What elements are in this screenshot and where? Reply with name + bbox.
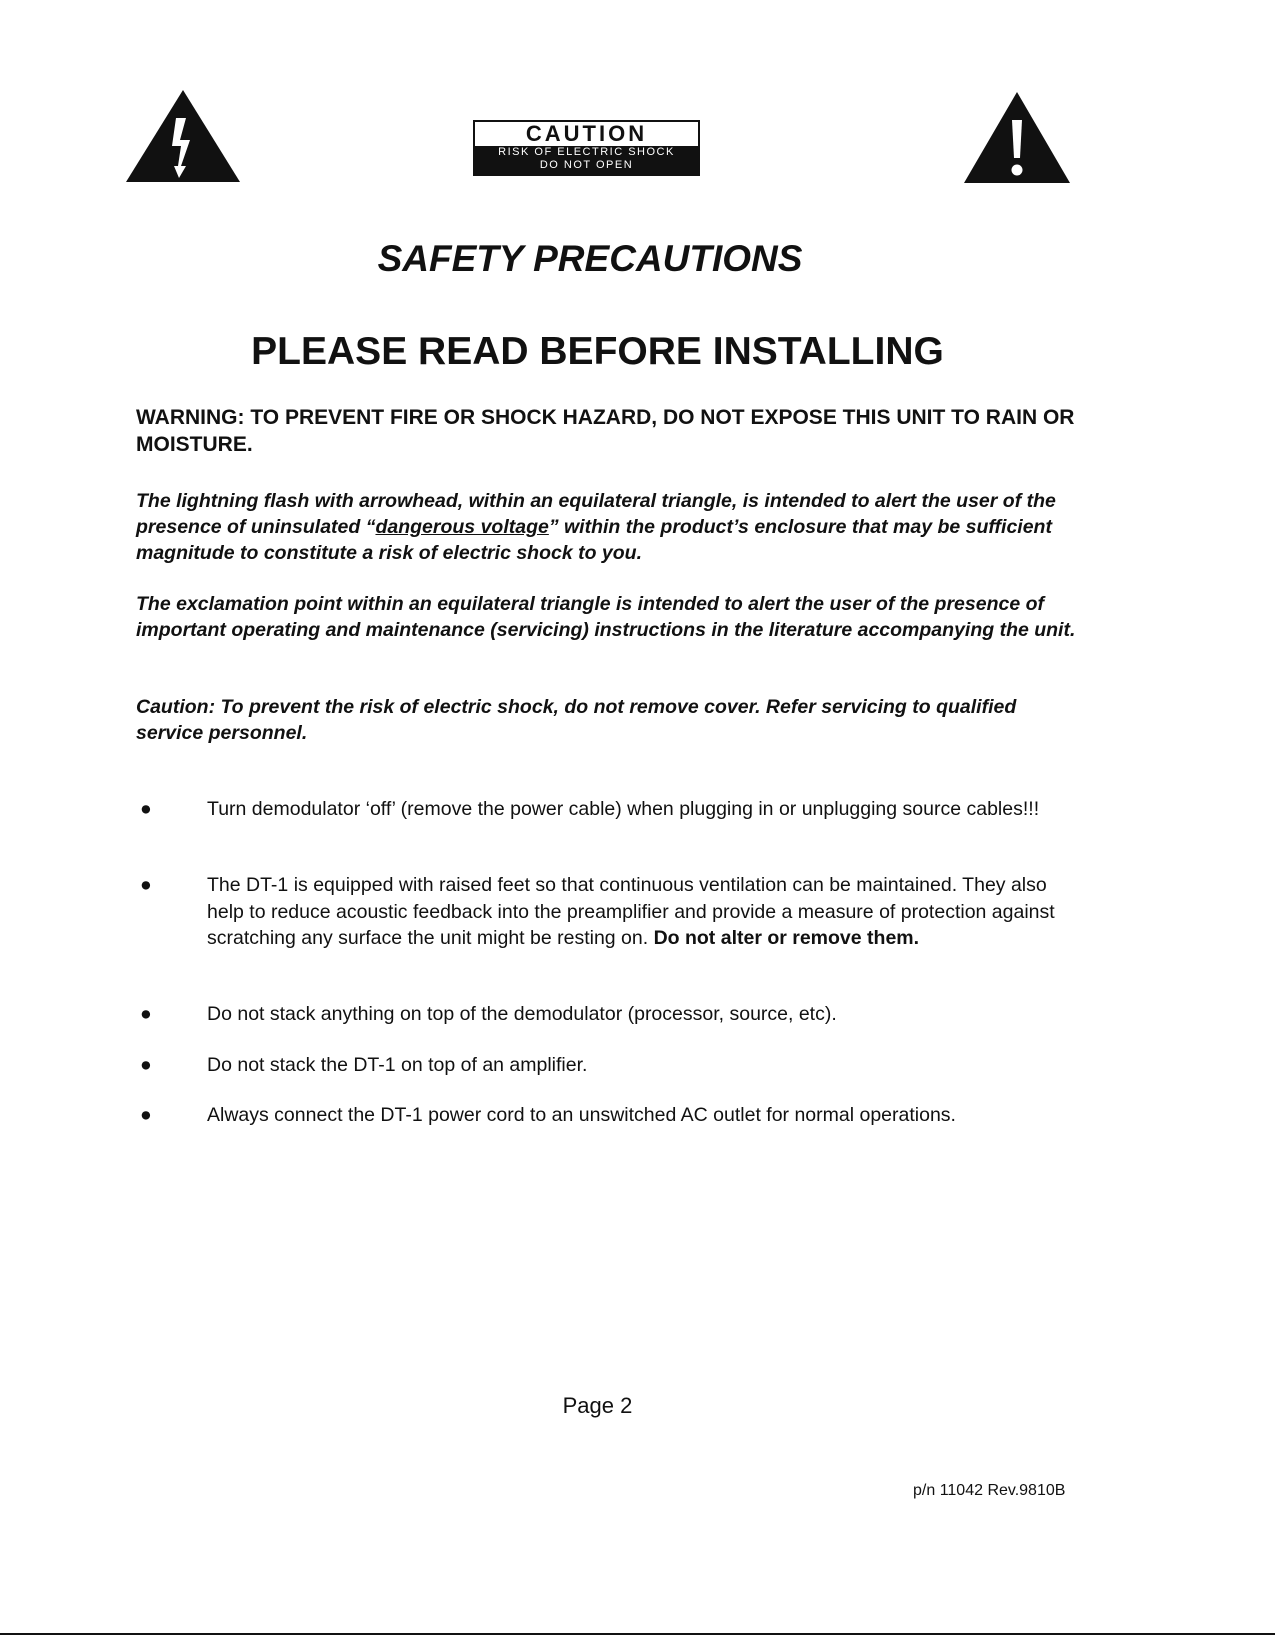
- caution-line-2: DO NOT OPEN: [539, 159, 634, 171]
- bullet-icon: ●: [140, 798, 152, 820]
- list-item-text: Do not stack the DT-1 on top of an amplifier.: [207, 1054, 588, 1076]
- list-item-text: Turn demodulator ‘off’ (remove the power cable) when plugging in or unplugging source cables!!!: [207, 798, 1040, 820]
- bold-text: Do not alter or remove them.: [653, 927, 920, 949]
- list-item-text: Always connect the DT-1 power cord to an unswitched AC outlet for normal operations.: [207, 1104, 956, 1126]
- text: ” within the product’s enclosure that may be sufficient magnitude to constitute a risk of electric shock to you.: [136, 516, 1052, 564]
- bullet-icon: ●: [140, 1003, 152, 1025]
- bullet-icon: ●: [140, 1104, 152, 1126]
- exclamation-explanation: The exclamation point within an equilateral triangle is intended to alert the user of the presence of important operating and maintenance (servicing) instructions in the literature accompanying the unit.: [136, 593, 1076, 641]
- warning-text: WARNING: TO PREVENT FIRE OR SHOCK HAZARD, DO NOT EXPOSE THIS UNIT TO RAIN OR MOISTURE.: [136, 406, 1075, 456]
- caution-title: CAUTION: [475, 122, 698, 146]
- caution-text: Caution: To prevent the risk of electric shock, do not remove cover. Refer servicing to qualified service personnel.: [136, 696, 1017, 744]
- bullet-icon: ●: [140, 874, 152, 896]
- text: The lightning flash with arrowhead, within an equilateral triangle, is intended to alert the user of the presence of uninsulated “: [136, 490, 1056, 538]
- page-subtitle: PLEASE READ BEFORE INSTALLING: [251, 330, 944, 373]
- list-item-text: [207, 872, 1067, 952]
- underlined-text: dangerous voltage: [375, 516, 549, 538]
- list-item-text: Do not stack anything on top of the demodulator (processor, source, etc).: [207, 1003, 837, 1025]
- caution-label: [473, 120, 700, 176]
- lightning-explanation: [136, 488, 1086, 566]
- bottom-rule: [0, 1633, 1275, 1635]
- bullet-icon: ●: [140, 1054, 152, 1076]
- page-number: Page 2: [562, 1393, 633, 1418]
- caution-line-1: RISK OF ELECTRIC SHOCK: [498, 146, 675, 158]
- page-title: SAFETY PRECAUTIONS: [377, 238, 803, 279]
- part-number: p/n 11042 Rev.9810B: [913, 1482, 1066, 1499]
- text: The DT-1 is equipped with raised feet so that continuous ventilation can be maintained. They also help to reduce acoustic feedback into the preamplifier and provide a measure of protection against scratching any surface the unit might be resting on.: [207, 874, 1055, 949]
- lightning-warning-triangle-icon: [124, 88, 242, 184]
- exclamation-warning-triangle-icon: [962, 90, 1072, 185]
